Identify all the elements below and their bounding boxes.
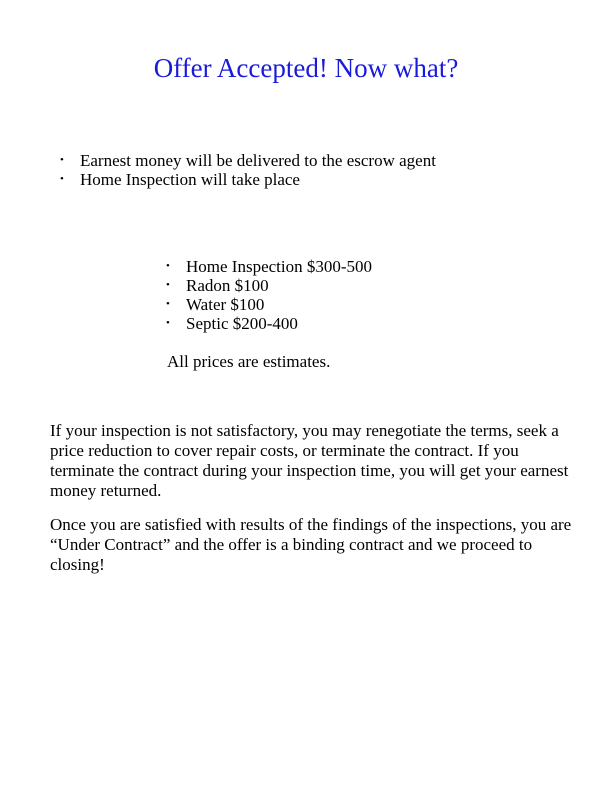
list-item: • Earnest money will be delivered to the escrow agent — [60, 151, 436, 170]
list-item: • Radon $100 — [166, 276, 372, 295]
inspection-paragraph: If your inspection is not satisfactory, you may renegotiate the terms, seek a price reduction to cover repair costs, or terminate the contract. If you terminate the contract during your inspection time, you will get your earnest money returned. — [50, 421, 569, 500]
list-item: • Water $100 — [166, 295, 372, 314]
estimate-note: All prices are estimates. — [167, 352, 331, 371]
list-item: • Home Inspection $300-500 — [166, 257, 372, 276]
page-title: Offer Accepted! Now what? — [153, 53, 459, 83]
next-steps-list — [60, 151, 436, 189]
list-item: • Septic $200-400 — [166, 314, 372, 333]
under-contract-paragraph: Once you are satisfied with results of the findings of the inspections, you are “Under Contract” and the offer is a binding contract and we proceed to closing! — [50, 515, 572, 574]
inspection-costs-list — [166, 257, 372, 333]
list-item: • Home Inspection will take place — [60, 170, 436, 189]
